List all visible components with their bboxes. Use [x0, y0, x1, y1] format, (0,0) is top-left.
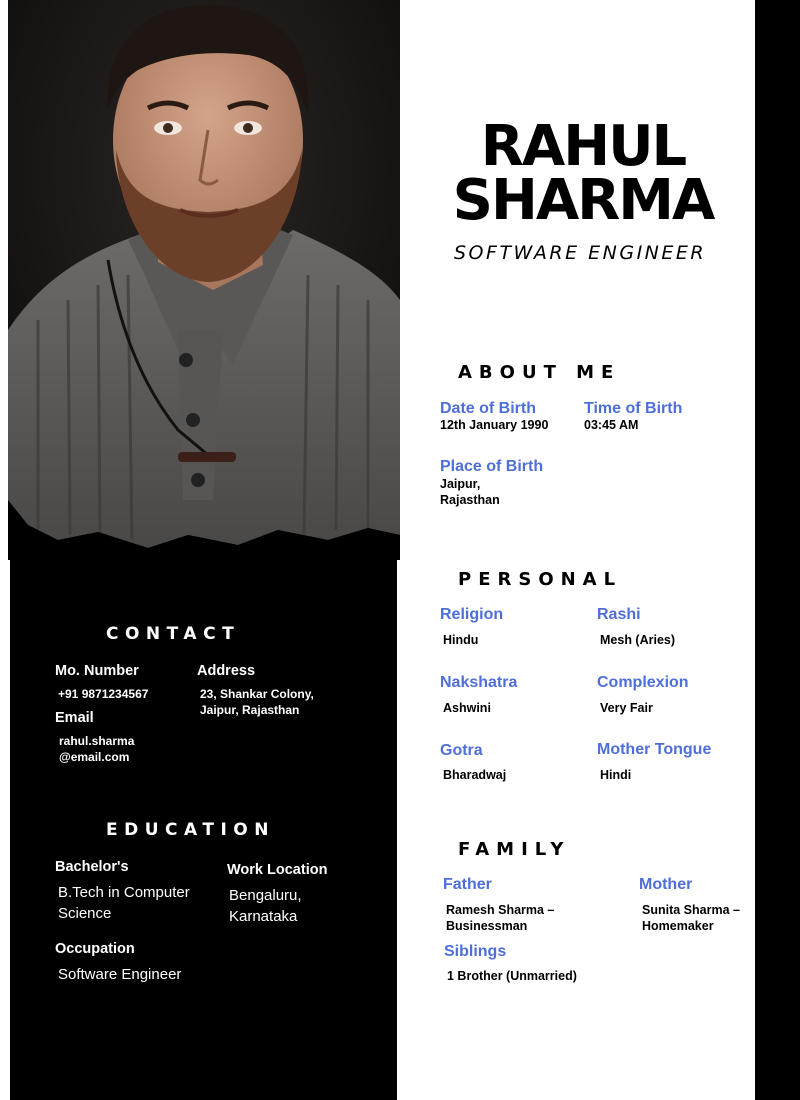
pob-value: Jaipur, Rajasthan	[440, 477, 500, 507]
siblings-label: Siblings	[444, 943, 507, 960]
mother-label: Mother	[639, 876, 693, 893]
name-heading	[423, 114, 743, 233]
complexion-value: Very Fair	[600, 701, 653, 715]
religion-value: Hindu	[443, 633, 479, 647]
occupation-label: Occupation	[55, 941, 135, 957]
right-edge-strip	[755, 0, 800, 1100]
gotra-label: Gotra	[440, 742, 483, 759]
father-label: Father	[443, 876, 492, 893]
about-heading: ABOUT ME	[458, 362, 621, 383]
job-title: SOFTWARE ENGINEER	[454, 242, 707, 264]
dob-label: Date of Birth	[440, 400, 536, 417]
mobile-label: Mo. Number	[55, 663, 139, 679]
mother-tongue-value: Hindi	[600, 768, 632, 782]
work-location-value: Bengaluru, Karnataka	[229, 887, 302, 925]
siblings-value: 1 Brother (Unmarried)	[447, 969, 577, 983]
personal-heading: PERSONAL	[458, 569, 623, 590]
family-heading: FAMILY	[458, 839, 571, 860]
pob-label: Place of Birth	[440, 458, 544, 475]
first-name: RAHUL	[480, 114, 686, 179]
degree-value: B.Tech in Computer Science	[58, 884, 190, 922]
mother-value: Sunita Sharma – Homemaker	[642, 903, 740, 933]
profile-photo-illustration	[8, 0, 400, 560]
mobile-value: +91 9871234567	[58, 687, 149, 701]
education-heading: EDUCATION	[106, 820, 275, 840]
complexion-label: Complexion	[597, 674, 689, 691]
mother-tongue-label: Mother Tongue	[597, 741, 712, 758]
tob-label: Time of Birth	[584, 400, 683, 417]
tob-value: 03:45 AM	[584, 418, 639, 432]
email-label: Email	[55, 710, 94, 726]
father-value: Ramesh Sharma – Businessman	[446, 903, 555, 933]
degree-label: Bachelor's	[55, 859, 129, 875]
address-label: Address	[197, 663, 256, 679]
email-value: rahul.sharma @email.com	[59, 734, 135, 764]
nakshatra-value: Ashwini	[443, 701, 491, 715]
rashi-value: Mesh (Aries)	[600, 633, 676, 647]
address-value: 23, Shankar Colony, Jaipur, Rajasthan	[200, 687, 314, 717]
rashi-label: Rashi	[597, 606, 641, 623]
gotra-value: Bharadwaj	[443, 768, 507, 782]
last-name: SHARMA	[452, 168, 714, 233]
nakshatra-label: Nakshatra	[440, 674, 518, 691]
profile-photo	[8, 0, 400, 560]
religion-label: Religion	[440, 606, 504, 623]
contact-heading: CONTACT	[106, 624, 241, 644]
occupation-value: Software Engineer	[58, 966, 182, 983]
dob-value: 12th January 1990	[440, 418, 549, 432]
work-location-label: Work Location	[227, 862, 328, 878]
